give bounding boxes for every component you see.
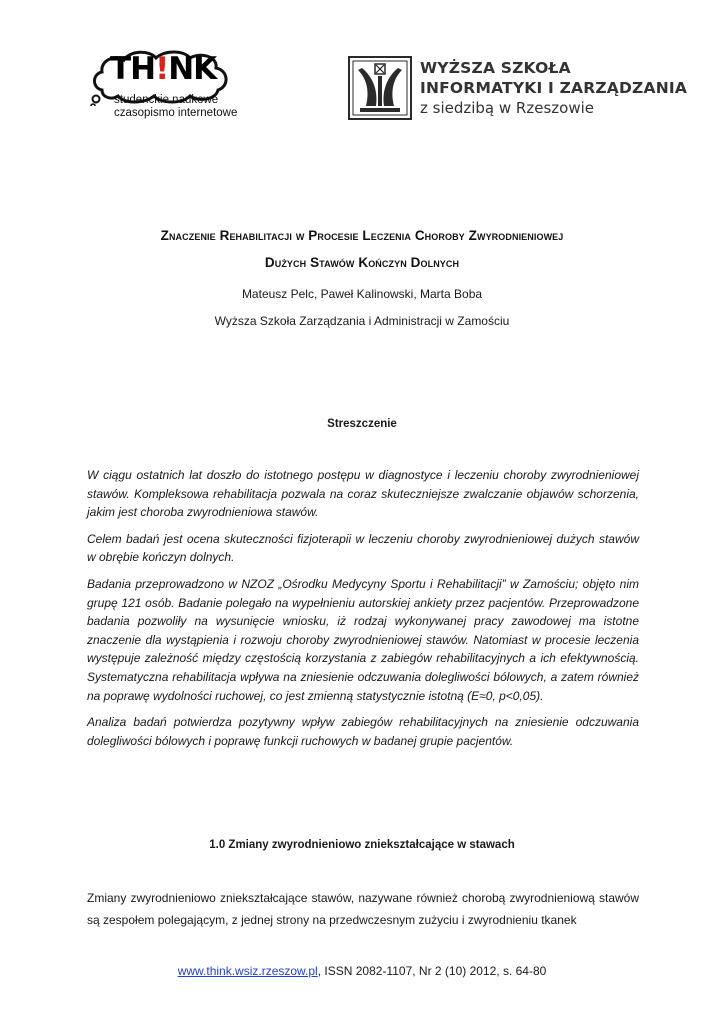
think-logo bbox=[88, 46, 258, 124]
think-wordmark: TH!NK bbox=[110, 51, 217, 87]
page-footer bbox=[40, 964, 684, 978]
crest-icon bbox=[348, 56, 412, 120]
school-logo bbox=[348, 56, 688, 122]
article-authors: Mateusz Pelc, Paweł Kalinowski, Marta Boba bbox=[241, 287, 483, 301]
article-affiliation: Wyższa Szkoła Zarządzania i Administracji w Zamościu bbox=[214, 314, 510, 328]
citation-text: , ISSN 2082-1107, Nr 2 (10) 2012, s. 64-80 bbox=[317, 964, 547, 978]
think-subtitle-line2: czasopismo internetowe bbox=[114, 107, 238, 119]
abstract-paragraph: Celem badań jest ocena skuteczności fizjoterapii w leczeniu choroby zwyrodnieniowej dużych stawów w obrębie kończyn dolnych. bbox=[87, 531, 639, 565]
school-name-line1: WYŻSZA SZKOŁA bbox=[420, 59, 571, 77]
section-heading: 1.0 Zmiany zwyrodnieniowo zniekształcające w stawach bbox=[209, 839, 515, 851]
school-name-line2: INFORMATYKI I ZARZĄDZANIA bbox=[420, 79, 688, 97]
abstract-heading: Streszczenie bbox=[327, 418, 397, 430]
article-title-line2: Dużych Stawów Kończyn Dolnych bbox=[264, 255, 460, 270]
abstract-body bbox=[87, 466, 639, 758]
abstract-paragraph: W ciągu ostatnich lat doszło do istotnego postępu w diagnostyce i leczeniu choroby zwyrodnieniowej stawów. Kompleksowa rehabilitacja pozwala na coraz skuteczniejsze zwalczanie objawów schorzenia, jakim jest choroba zwyrodnieniowa stawów. bbox=[87, 468, 639, 520]
abstract-paragraph: Badania przeprowadzono w NZOZ „Ośrodku Medycyny Sportu i Rehabilitacji” w Zamościu; objęto nim grupę 121 osób. Badanie polegało na wypełnieniu autorskiej ankiety przez pacjentów. Przeprowadzone badania pozwoliły na wysunięcie wniosku, iż rodzaj wykonywanej pracy zawodowej ma istotne znaczenie dla wystąpienia i rozwoju choroby zwyrodnieniowej stawów. Natomiast w procesie leczenia występuje zależność między częstością korzystania z zabiegów rehabilitacyjnych a ich efektywnością. Systematyczna rehabilitacja wpływa na zniesienie odczuwania dolegliwości bólowych, a zatem również na poprawę wydolności ruchowej, co jest zmienną statystycznie istotną (E≈0, p<0,05). bbox=[87, 576, 639, 703]
school-name-line3: z siedzibą w Rzeszowie bbox=[420, 99, 594, 117]
journal-link[interactable]: www.think.wsiz.rzeszow.pl bbox=[177, 964, 318, 978]
section-body-text: Zmiany zwyrodnieniowo zniekształcające stawów, nazywane również chorobą zwyrodnieniową stawów są zespołem polegającym, z jednej strony na przedwczesnym zużyciu i zwyrodnieniu tkanek bbox=[87, 891, 639, 927]
abstract-paragraph: Analiza badań potwierdza pozytywny wpływ zabiegów rehabilitacyjnych na zniesienie odczuwania dolegliwości bólowych i poprawę funkcji ruchowych w badanej grupie pacjentów. bbox=[87, 715, 639, 748]
think-subtitle-line1: studenckie naukowe bbox=[114, 94, 219, 106]
article-title-line1: Znaczenie Rehabilitacji w Procesie Leczenia Choroby Zwyrodnieniowej bbox=[160, 228, 564, 243]
